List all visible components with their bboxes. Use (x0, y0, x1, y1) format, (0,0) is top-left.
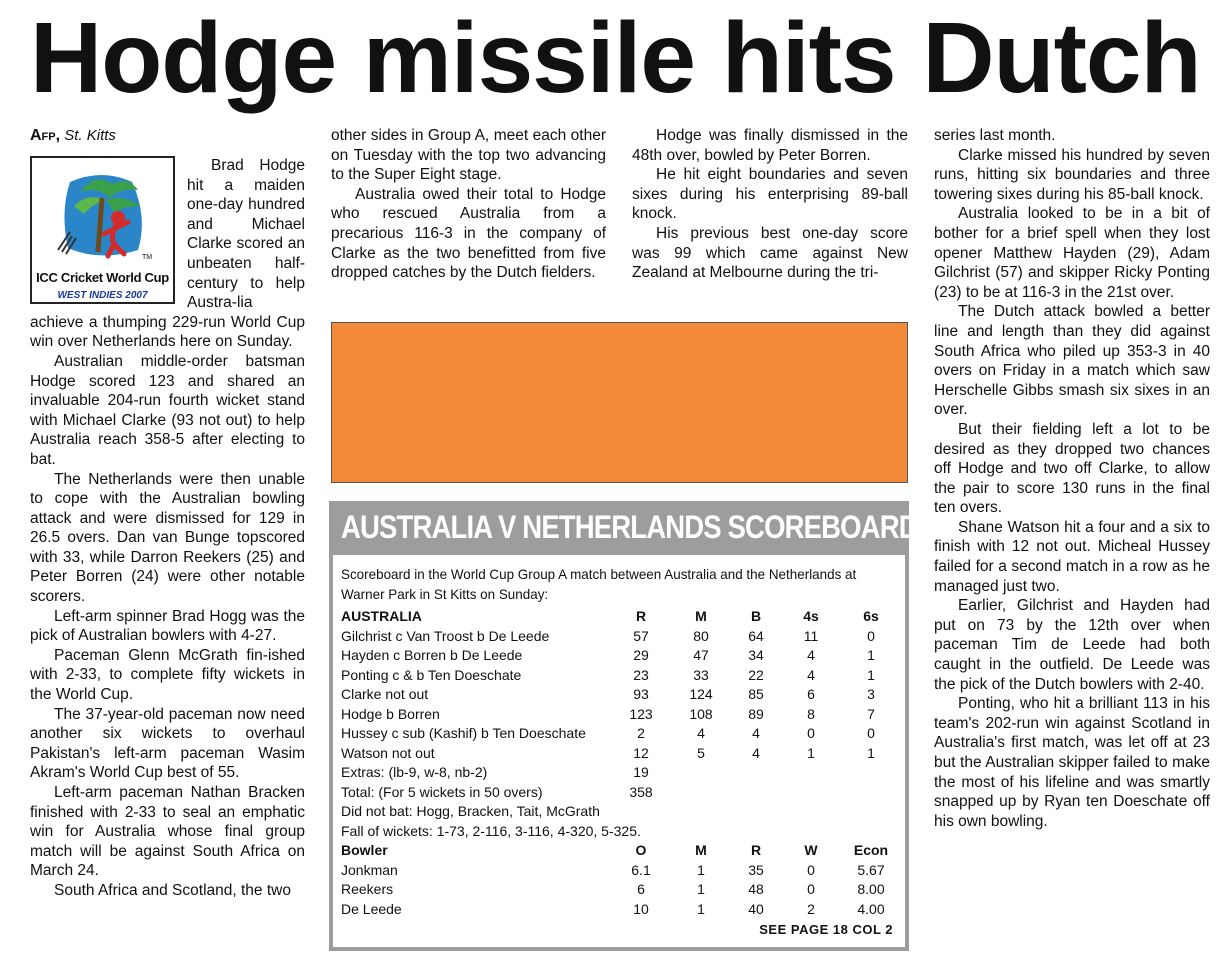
scoreboard-cell-value: 0 (807, 725, 815, 741)
scoreboard-cell-value: 124 (689, 686, 713, 702)
batting-row (341, 646, 901, 666)
batting-row (341, 724, 901, 744)
scoreboard-cell-value: 8 (807, 705, 815, 722)
scoreboard-cell-label: Gilchrist c Van Troost b De Leede (341, 627, 550, 644)
scoreboard-footer: SEE PAGE 18 COL 2 (759, 922, 893, 937)
scoreboard-cell-value: 35 (748, 861, 764, 878)
fall-of-wickets-row (341, 822, 901, 842)
article-paragraph: He hit eight boundaries and seven sixes during his enterprising 89-ball knock. (632, 166, 908, 223)
scoreboard-cell-value: 1 (697, 881, 705, 897)
scoreboard-cell-value: 89 (748, 705, 764, 722)
scoreboard-cell-value: 57 (633, 627, 649, 644)
scoreboard-cell-value: 85 (748, 686, 764, 702)
article-paragraph: Australian middle-order batsman Hodge scored 123 and shared an invaluable 204-run fourth wicket stand with Michael Clarke (93 not out) to help Australia reach 358-5 after electing to bat. (30, 352, 305, 468)
scoreboard-cell-value: 80 (693, 627, 709, 644)
batting-header-row (341, 607, 901, 627)
batting-row (341, 705, 901, 725)
scoreboard-cell-label: AUSTRALIA (341, 608, 422, 624)
scoreboard-cell-label: Extras: (lb-9, w-8, nb-2) (341, 764, 488, 780)
scoreboard-cell-value: M (695, 842, 707, 858)
scoreboard-cell-value: 11 (803, 627, 819, 644)
advertisement-block (331, 322, 908, 483)
article-paragraph: Australia looked to be in a bit of bother for a brief spell when they lost opener Matthew Hayden (29), Adam Gilchrist (57) and skipper Ricky Ponting (23) to be at 116-3 in the 21st over. (934, 205, 1210, 301)
scoreboard-cell-value: 4 (752, 744, 760, 761)
bowling-header-row (341, 841, 901, 861)
scoreboard-cell-label: Bowler (341, 842, 388, 858)
scoreboard-cell-value: 48 (748, 881, 764, 897)
bowling-row (341, 880, 901, 900)
article-paragraph: Brad Hodge hit a maiden one-day hundred and Michael Clarke scored an unbeaten half-century to help Austra-lia achieve a thumping 229-run World Cup win over Netherlands here on Sunday. (30, 157, 305, 351)
did-not-bat-row (341, 802, 901, 822)
scoreboard-cell-value: 4 (697, 725, 705, 741)
scoreboard-cell-value: 64 (748, 627, 764, 644)
scoreboard-cell-value: 4s (803, 608, 819, 624)
extras-row (341, 763, 901, 783)
scoreboard-cell-value: 6 (807, 686, 815, 702)
scoreboard-cell-value: 3 (867, 686, 875, 702)
scoreboard-cell-value: 5.67 (857, 861, 885, 878)
scoreboard-box (329, 501, 918, 951)
scoreboard-cell-label: Jonkman (341, 861, 398, 878)
article-paragraph: Earlier, Gilchrist and Hayden had put on 73 by the 12th over when paceman Tim de Leede had both caught in the outfield. De Leede was the pick of the Dutch bowlers with 2-40. (934, 597, 1210, 693)
scoreboard-cell-value: 1 (867, 744, 875, 761)
scoreboard-cell-value: 93 (633, 686, 649, 702)
scoreboard-cell-value: 1 (867, 666, 875, 683)
scoreboard-cell-label: Clarke not out (341, 686, 429, 702)
article-paragraph: Shane Watson hit a four and a six to finish with 12 not out. Micheal Hussey failed for a second match in a row as he managed just two. (934, 518, 1210, 595)
article-paragraph: The Dutch attack bowled a better line and length than they did against South Africa who piled up 353-3 in 40 overs on Friday in a match which saw Herschelle Gibbs smash six sixes in an over. (934, 303, 1210, 419)
scoreboard-cell-value: 10 (633, 900, 649, 917)
scoreboard-table (341, 607, 901, 919)
scoreboard-cell-value: 0 (807, 861, 815, 878)
article-column-1 (30, 126, 305, 901)
scoreboard-cell-value: 6 (637, 881, 645, 897)
article-paragraph: Ponting, who hit a brilliant 113 in his team's 202-run win against Scotland in Australia's first match, was let off at 23 but the Australian skipper failed to make the most of his lifeline and was smartly snapped up by Ryan ten Doeschate off his own bowling. (934, 695, 1210, 830)
scoreboard-cell-value: 7 (867, 705, 875, 722)
batting-row (341, 627, 901, 647)
scoreboard-panel (333, 555, 905, 947)
article-paragraph: Hodge was finally dismissed in the 48th over, bowled by Peter Borren. (632, 127, 908, 164)
scoreboard-cell-value: 0 (807, 881, 815, 897)
article-column-3 (632, 126, 908, 283)
article-column-4 (934, 126, 1210, 831)
logo-subtitle: WEST INDIES 2007 (57, 290, 148, 301)
scoreboard-cell-value: R (750, 842, 762, 858)
scoreboard-cell-label: Hussey c sub (Kashif) b Ten Doeschate (341, 725, 586, 741)
scoreboard-cell-value: 47 (693, 647, 709, 663)
scoreboard-cell-label: Ponting c & b Ten Doeschate (341, 666, 522, 683)
batting-row (341, 685, 901, 705)
bowling-row (341, 861, 901, 881)
scoreboard-cell-value: 4 (807, 666, 815, 683)
scoreboard-cell-value: 123 (629, 705, 653, 722)
article-paragraph: Australia owed their total to Hodge who rescued Australia from a precarious 116-3 in the company of Clarke as the two benefitted from five dropped catches by the Dutch fielders. (331, 185, 606, 282)
scoreboard-cell-value: 33 (693, 666, 709, 683)
scoreboard-cell-label: Hayden c Borren b De Leede (341, 647, 523, 663)
scoreboard-cell-value: 6s (863, 608, 879, 624)
scoreboard-cell-value: 4.00 (857, 900, 885, 917)
batting-row (341, 666, 901, 686)
scoreboard-cell-label: Fall of wickets: 1-73, 2-116, 3-116, 4-320, 5-325. (341, 822, 641, 839)
article-paragraph: series last month. (934, 127, 1056, 144)
logo-tm: TM (142, 254, 153, 261)
article-paragraph: But their fielding left a lot to be desired as they dropped two chances off Hodge and two off Clarke, to allow the pair to score 130 runs in the final ten overs. (934, 420, 1210, 517)
article-paragraph: South Africa and Scotland, the two (54, 881, 291, 899)
headline: Hodge missile hits Dutch (30, 2, 1201, 114)
scoreboard-cell-value: 4 (807, 647, 815, 663)
scoreboard-intro: Scoreboard in the World Cup Group A match between Australia and the Netherlands at Warner Park in St Kitts on Sunday: (341, 566, 857, 602)
scoreboard-cell-label: Did not bat: Hogg, Bracken, Tait, McGrath (341, 803, 600, 819)
scoreboard-cell-value: 1 (867, 647, 875, 663)
total-row (341, 783, 901, 803)
scoreboard-cell-value: 23 (633, 666, 649, 683)
scoreboard-cell-label: De Leede (341, 900, 402, 917)
article-paragraph: other sides in Group A, meet each other on Tuesday with the top two advancing to the Super Eight stage. (331, 127, 606, 184)
article-paragraph: The Netherlands were then unable to cope with the Australian bowling attack and were dismissed for 129 in 26.5 overs. Dan van Bunge topscored with 33, while Darron Reekers (25) and Peter Borren (24) were other notable scorers. (30, 470, 305, 606)
scoreboard-cell-label: Hodge b Borren (341, 705, 440, 722)
article-paragraph: His previous best one-day score was 99 which came against New Zealand at Melbourne during the tri- (632, 224, 908, 282)
article-column-2 (331, 126, 606, 283)
scoreboard-cell-value: 8.00 (857, 881, 885, 897)
scoreboard-cell-value: 22 (748, 666, 764, 683)
scoreboard-cell-value: 2 (637, 725, 645, 741)
scoreboard-cell-value: 6.1 (631, 861, 651, 878)
scoreboard-cell-value: M (695, 608, 707, 624)
scoreboard-cell-label: Total: (For 5 wickets in 50 overs) (341, 783, 543, 800)
scoreboard-cell-value: 1 (807, 744, 815, 761)
bowling-row (341, 900, 901, 920)
scoreboard-cell-value: 1 (697, 900, 705, 917)
logo-title: ICC Cricket World Cup (36, 270, 169, 285)
scoreboard-cell-value: 29 (633, 647, 649, 663)
palm-tree-icon (40, 162, 165, 268)
article-paragraph: Clarke missed his hundred by seven runs, hitting six boundaries and three towering sixes during his 85-ball knock. (934, 146, 1210, 203)
scoreboard-cell-value: B (750, 608, 762, 624)
scoreboard-cell-value: 1 (697, 861, 705, 878)
article-paragraph: Left-arm paceman Nathan Bracken finished with 2-33 to seal an emphatic win for Australia whose final group match will be against South Africa on March 24. (30, 784, 305, 880)
byline-place: St. Kitts (64, 127, 116, 144)
article-paragraph: Paceman Glenn McGrath fin-ished with 2-33, to complete fifty wickets in the World Cup. (30, 646, 305, 704)
scoreboard-cell-value: 108 (689, 705, 713, 722)
byline-agency: Afp, (30, 127, 61, 144)
scoreboard-title: AUSTRALIA V NETHERLANDS SCOREBOARD (341, 509, 918, 545)
scoreboard-cell-label: Reekers (341, 881, 394, 897)
byline (30, 126, 305, 146)
scoreboard-cell-value: 34 (748, 647, 764, 663)
scoreboard-cell-value: W (804, 842, 818, 858)
article-paragraph: The 37-year-old paceman now need another six wickets to overhaul Pakistan's left-arm paceman Wasim Akram's World Cup best of 55. (30, 705, 305, 782)
scoreboard-cell-value: O (635, 842, 647, 858)
scoreboard-cell-value: 4 (752, 725, 760, 741)
scoreboard-cell-value: 0 (867, 725, 875, 741)
scoreboard-cell-value: 0 (867, 627, 875, 644)
scoreboard-cell-value: 2 (807, 900, 815, 917)
scoreboard-cell-value: 5 (697, 744, 705, 761)
world-cup-logo (30, 156, 175, 304)
scoreboard-cell-value: R (635, 608, 647, 624)
scoreboard-cell-value: Econ (853, 842, 889, 858)
scoreboard-cell-value: 12 (633, 744, 649, 761)
scoreboard-cell-value: 358 (629, 783, 653, 800)
article-paragraph: Left-arm spinner Brad Hogg was the pick of Australian bowlers with 4-27. (30, 607, 305, 645)
scoreboard-cell-label: Watson not out (341, 744, 435, 761)
scoreboard-cell-value: 19 (633, 764, 649, 780)
scoreboard-cell-value: 40 (748, 900, 764, 917)
batting-row (341, 744, 901, 764)
